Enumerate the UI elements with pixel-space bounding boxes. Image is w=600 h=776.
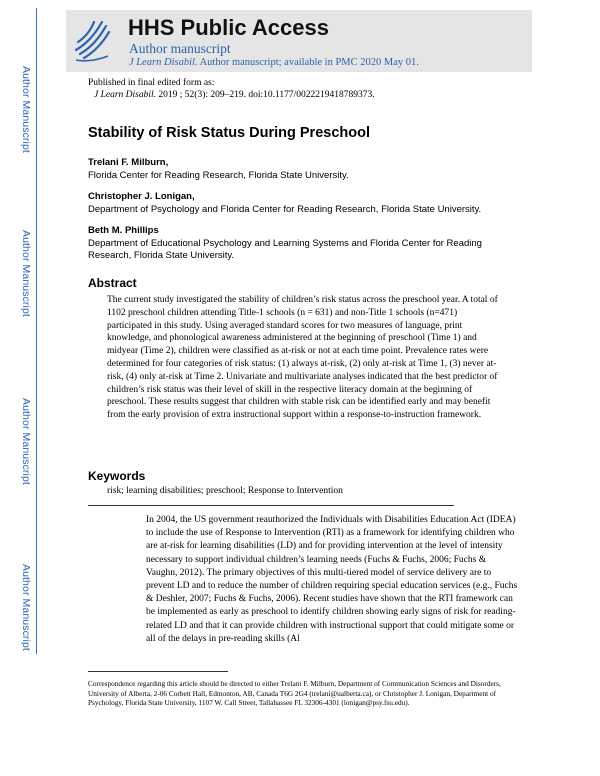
- header-subtitle: Author manuscript: [129, 41, 231, 56]
- article-title: Stability of Risk Status During Preschool: [88, 125, 370, 141]
- footnote-divider: [88, 671, 228, 672]
- header-availability-text: . Author manuscript; available in PMC 2020 May 01.: [194, 57, 419, 68]
- author-affiliation: Department of Psychology and Florida Center for Reading Research, Florida State University.: [88, 203, 482, 215]
- author-block-2: [88, 191, 518, 216]
- author-name: Trelani F. Milburn,: [88, 157, 169, 168]
- side-bar: [0, 0, 42, 776]
- body-paragraph: In 2004, the US government reauthorized the Individuals with Disabilities Education Act (IDEA) to include the use of Response to Intervention (RTI) as a framework for identifying children who are at-risk for learning disabilities (LD) and for providing intervention at the level of intensity necessary to support individual children’s learning needs (Fuchs & Fuchs, 2006; Fuchs & Vaughn, 2012). The primary objectives of this multi-tiered model of service delivery are to prevent LD and to reduce the number of children requiring special education services (e.g., Fuchs & Deshler, 2007; Fuchs & Fuchs, 2006). Recent studies have shown that the RTI framework can be implemented as early as preschool to identify children showing early signs of risk for reading-related LD and that it can provide children with instructional support that could mitigate some or all of the delays in pre-reading skills (Al: [146, 515, 518, 644]
- author-name: Christopher J. Lonigan,: [88, 191, 195, 202]
- side-label-2: Author Manuscript: [20, 230, 32, 317]
- publication-journal: J Learn Disabil: [94, 90, 154, 100]
- header-title: HHS Public Access: [128, 15, 329, 40]
- header-availability: [129, 57, 419, 68]
- header-journal: J Learn Disabil: [129, 57, 195, 68]
- correspondence-footnote: Correspondence regarding this article should be directed to either Trelani F. Milburn, Department of Communication Sciences and Disorders, University of Alberta, 2-06 Corbett Hall, Edmonton, AB, Canada T6G 2G4 (trelani@ualberta.ca), or Christopher J. Lonigan, Department of Psychology, Florida State University, 1107 W. Call Street, Tallahassee FL 32306-4301 (lonigan@psy.fsu.edu).: [88, 679, 501, 708]
- side-label-1: Author Manuscript: [20, 66, 32, 153]
- author-affiliation: Department of Educational Psychology and Learning Systems and Florida Center for Reading Research, Florida State University.: [88, 237, 482, 261]
- publication-citation-text: . 2019 ; 52(3): 209–219. doi:10.1177/0022219418789373.: [153, 90, 375, 100]
- publication-label: Published in final edited form as:: [88, 78, 215, 88]
- author-affiliation: Florida Center for Reading Research, Florida State University.: [88, 169, 349, 181]
- author-block-1: [88, 157, 518, 182]
- keywords-text: risk; learning disabilities; preschool; Response to Intervention: [107, 486, 343, 496]
- author-name: Beth M. Phillips: [88, 225, 159, 236]
- abstract-text: The current study investigated the stability of children’s risk status across the preschool year. A total of 1102 preschool children attending Title-1 schools (n = 631) and non-Title 1 schools (n=471) participated in this study. Using averaged standard scores for two measures of language, print knowledge, and phonological awareness administered at the beginning of preschool (Time 1) and midyear (Time 2), children were classified as at-risk or not at each time point. Prevalence rates were determined for four categories of risk status: (1) always at-risk, (2) only at-risk at Time 1, (3) never at-risk, (4) only at-risk at Time 2. Univariate and multivariate analyses indicated that the best predictor of children’s risk status was their level of skill in the respective literacy domain at the beginning of preschool. These results suggest that children with stable risk can be identified early and may benefit from the early provision of extra instructional support within a response-to-instruction framework.: [107, 295, 498, 421]
- author-block-3: [88, 225, 518, 263]
- abstract-heading: Abstract: [88, 276, 137, 290]
- side-label-4: Author Manuscript: [20, 564, 32, 651]
- publication-info: [88, 77, 375, 101]
- side-divider: [36, 8, 37, 654]
- keywords-heading: Keywords: [88, 469, 146, 483]
- side-label-3: Author Manuscript: [20, 398, 32, 485]
- publication-citation: [88, 89, 375, 101]
- section-divider: [88, 505, 454, 506]
- hhs-eagle-logo-icon: [72, 16, 112, 64]
